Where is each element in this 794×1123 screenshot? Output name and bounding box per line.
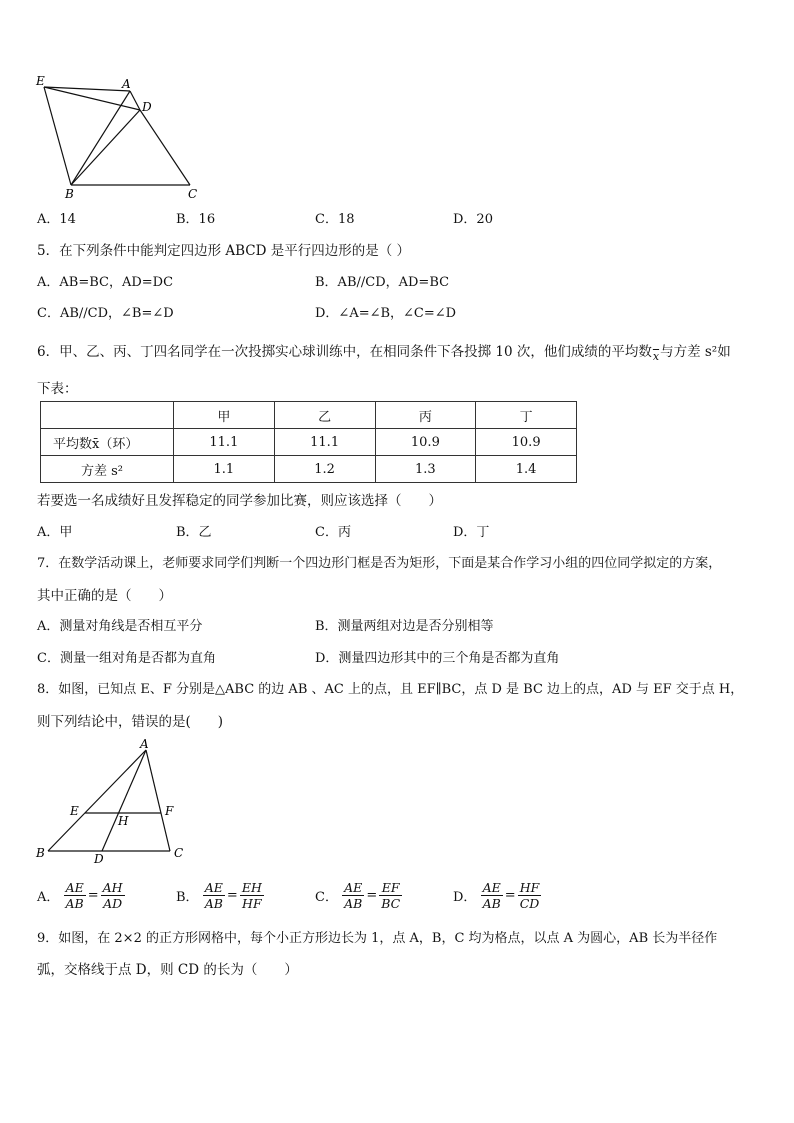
denominator: CD bbox=[519, 896, 540, 911]
q8-stem-line2: 则下列结论中，错误的是( ) bbox=[37, 714, 224, 730]
q8-option-b[interactable] bbox=[176, 880, 264, 911]
q6-question: 若要选一名成绩好且发挥稳定的同学参加比赛，则应该选择（ ） bbox=[37, 493, 442, 509]
q5-option-a[interactable]: A．AB=BC，AD=DC bbox=[37, 275, 174, 290]
q6-header-blank bbox=[41, 402, 174, 429]
q8-option-c[interactable] bbox=[315, 880, 402, 911]
q4-figure bbox=[34, 74, 204, 202]
q4-label-B: B bbox=[65, 187, 74, 201]
table-row bbox=[41, 402, 577, 429]
q5-option-d[interactable]: D．∠A=∠B，∠C=∠D bbox=[315, 306, 457, 321]
denominator: BC bbox=[381, 896, 401, 911]
q6-option-a[interactable]: A．甲 bbox=[37, 525, 73, 540]
fraction bbox=[203, 880, 225, 911]
q8-edge-AC bbox=[146, 750, 170, 851]
q4-option-d[interactable]: D．20 bbox=[453, 212, 493, 227]
q8-figure bbox=[34, 737, 194, 867]
q5-option-b[interactable]: B．AB//CD，AD=BC bbox=[315, 275, 450, 290]
fraction bbox=[240, 880, 264, 911]
q7-option-a[interactable]: A．测量对角线是否相互平分 bbox=[37, 619, 203, 634]
table-row bbox=[41, 456, 577, 483]
q4-label-E: E bbox=[36, 74, 45, 88]
q8-label-E: E bbox=[70, 804, 79, 818]
equals-sign: = bbox=[87, 888, 99, 903]
q8-label-H: H bbox=[118, 814, 129, 828]
q4-option-a[interactable]: A．14 bbox=[37, 212, 76, 227]
denominator: AD bbox=[103, 896, 123, 911]
equals-sign: = bbox=[504, 888, 516, 903]
q6-stem-line2: 下表： bbox=[37, 381, 78, 397]
q7-option-d[interactable]: D．测量四边形其中的三个角是否都为直角 bbox=[315, 651, 560, 666]
q7-option-b[interactable]: B．测量两组对边是否分别相等 bbox=[315, 619, 494, 634]
q4-label-D: D bbox=[142, 100, 152, 114]
q8-edge-AB bbox=[48, 750, 146, 851]
q8-edge-AD bbox=[102, 750, 146, 851]
q6-cell: 1.4 bbox=[476, 456, 577, 483]
q6-cell: 10.9 bbox=[375, 429, 476, 456]
q4-label-A: A bbox=[122, 77, 131, 91]
fraction bbox=[518, 880, 542, 911]
q6-cell: 11.1 bbox=[174, 429, 275, 456]
fraction bbox=[64, 880, 86, 911]
q6-stem bbox=[37, 340, 731, 363]
q8-label-A: A bbox=[140, 737, 149, 751]
numerator: EH bbox=[241, 880, 262, 895]
q9-stem-line1: 9．如图，在 2×2 的正方形网格中，每个小正方形边长为 1，点 A，B，C 均为格点，以点 A 为圆心，AB 长为半径作 bbox=[37, 931, 718, 946]
table-row bbox=[41, 429, 577, 456]
fraction bbox=[342, 880, 364, 911]
numerator: AE bbox=[342, 880, 364, 896]
q7-stem-line1: 7．在数学活动课上，老师要求同学们判断一个四边形门框是否为矩形，下面是某合作学习小组的四位同学拟定的方案， bbox=[37, 556, 722, 571]
q6-cell: 1.2 bbox=[274, 456, 375, 483]
q6-xbar: $\overline{x}$ bbox=[652, 350, 660, 363]
q6-cell: 1.1 bbox=[174, 456, 275, 483]
q6-cell: 10.9 bbox=[476, 429, 577, 456]
q8-stem-line1: 8．如图，已知点 E、F 分别是△ABC 的边 AB 、AC 上的点，且 EF∥BC，点 D 是 BC 边上的点，AD 与 EF 交于点 H， bbox=[37, 682, 744, 697]
q8-label-D: D bbox=[94, 852, 104, 866]
q4-edge-DC bbox=[140, 110, 190, 185]
q4-edge-EB bbox=[44, 87, 71, 185]
q4-option-c[interactable]: C．18 bbox=[315, 212, 355, 227]
q6-option-c[interactable]: C．丙 bbox=[315, 525, 351, 540]
q8-option-a[interactable] bbox=[37, 880, 125, 911]
q6-table bbox=[40, 401, 577, 483]
denominator: HF bbox=[242, 896, 262, 911]
q4-edge-DB bbox=[71, 110, 140, 185]
denominator: AB bbox=[204, 896, 223, 911]
q8-label-F: F bbox=[165, 804, 174, 818]
denominator: AB bbox=[65, 896, 84, 911]
q6-header-yi: 乙 bbox=[274, 402, 375, 429]
numerator: AH bbox=[102, 880, 123, 895]
q9-stem-line2: 弧，交格线于点 D，则 CD 的长为（ ） bbox=[37, 962, 298, 978]
numerator: EF bbox=[379, 880, 402, 896]
q6-header-bing: 丙 bbox=[375, 402, 476, 429]
denominator: AB bbox=[344, 896, 363, 911]
q8-option-d-prefix: D． bbox=[453, 890, 477, 905]
fraction bbox=[101, 880, 125, 911]
equals-sign: = bbox=[366, 888, 378, 903]
fraction bbox=[481, 880, 503, 911]
q6-stem-mid: 与方差 s²如 bbox=[660, 344, 731, 360]
q8-label-C: C bbox=[174, 846, 184, 860]
q8-option-b-prefix: B． bbox=[176, 890, 199, 905]
q8-option-c-prefix: C． bbox=[315, 890, 338, 905]
q5-stem: 5．在下列条件中能判定四边形 ABCD 是平行四边形的是（ ） bbox=[37, 243, 411, 259]
equals-sign: = bbox=[226, 888, 238, 903]
q6-row-mean-label: 平均数x̄（环） bbox=[41, 429, 174, 456]
numerator: AE bbox=[481, 880, 503, 896]
q6-cell: 11.1 bbox=[274, 429, 375, 456]
q6-header-jia: 甲 bbox=[174, 402, 275, 429]
q4-label-C: C bbox=[188, 187, 198, 201]
q4-edge-AD bbox=[130, 91, 140, 110]
numerator: HF bbox=[518, 880, 542, 896]
q7-option-c[interactable]: C．测量一组对角是否都为直角 bbox=[37, 651, 216, 666]
q6-option-b[interactable]: B．乙 bbox=[176, 525, 212, 540]
numerator: AE bbox=[64, 880, 86, 896]
q5-option-c[interactable]: C．AB//CD，∠B=∠D bbox=[37, 306, 174, 321]
q8-label-B: B bbox=[36, 846, 45, 860]
q7-stem-line2: 其中正确的是（ ） bbox=[37, 588, 172, 604]
q6-row-var-label: 方差 s² bbox=[41, 456, 174, 483]
q8-option-a-prefix: A． bbox=[37, 890, 60, 905]
q6-option-d[interactable]: D．丁 bbox=[453, 525, 490, 540]
q4-option-b[interactable]: B．16 bbox=[176, 212, 216, 227]
q6-header-ding: 丁 bbox=[476, 402, 577, 429]
denominator: AB bbox=[482, 896, 501, 911]
fraction bbox=[379, 880, 402, 911]
q4-edge-AB bbox=[71, 91, 130, 185]
q6-stem-line1: 6．甲、乙、丙、丁四名同学在一次投掷实心球训练中，在相同条件下各投掷 10 次，他们成绩的平均数 bbox=[37, 344, 652, 360]
q6-cell: 1.3 bbox=[375, 456, 476, 483]
q8-option-d[interactable] bbox=[453, 880, 541, 911]
numerator: AE bbox=[203, 880, 225, 896]
